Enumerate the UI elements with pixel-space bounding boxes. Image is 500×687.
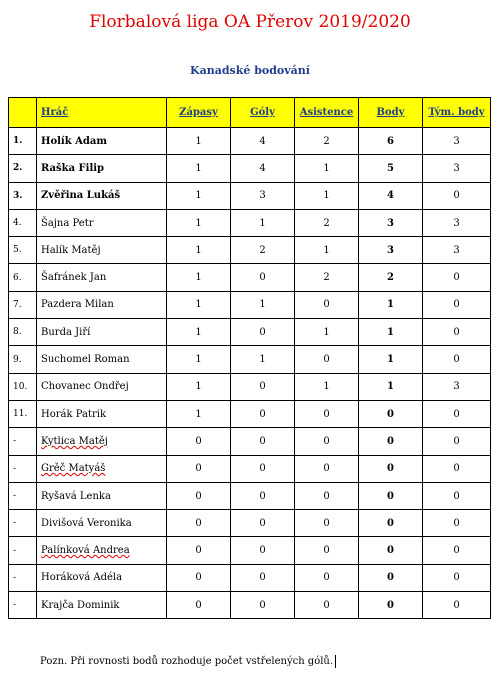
table-row bbox=[9, 400, 491, 427]
row-games: 1 bbox=[167, 291, 231, 318]
row-points: 1 bbox=[359, 346, 423, 373]
row-goals: 0 bbox=[231, 482, 295, 509]
row-team-points: 0 bbox=[423, 592, 491, 619]
row-points: 1 bbox=[359, 373, 423, 400]
header-team-points: Tým. body bbox=[423, 98, 491, 128]
standings-table bbox=[8, 97, 491, 619]
row-team-points: 0 bbox=[423, 182, 491, 209]
row-rank: 7. bbox=[9, 291, 37, 318]
row-team-points: 0 bbox=[423, 510, 491, 537]
row-points: 0 bbox=[359, 592, 423, 619]
row-games: 1 bbox=[167, 209, 231, 236]
document-subtitle: Kanadské bodování bbox=[190, 64, 310, 77]
row-games: 1 bbox=[167, 346, 231, 373]
table-row bbox=[9, 237, 491, 264]
row-assists: 0 bbox=[295, 564, 359, 591]
row-player-name: Zvěřina Lukáš bbox=[37, 182, 167, 209]
row-player-name: Halík Matěj bbox=[37, 237, 167, 264]
text-cursor bbox=[335, 655, 336, 668]
table-row bbox=[9, 564, 491, 591]
row-rank: 2. bbox=[9, 155, 37, 182]
row-points: 2 bbox=[359, 264, 423, 291]
row-team-points: 0 bbox=[423, 537, 491, 564]
row-player-name: Horáková Adéla bbox=[37, 564, 167, 591]
row-player-name: Divišová Veronika bbox=[37, 510, 167, 537]
table-row bbox=[9, 209, 491, 236]
row-rank: 6. bbox=[9, 264, 37, 291]
table-row bbox=[9, 128, 491, 155]
row-points: 0 bbox=[359, 400, 423, 427]
row-goals: 1 bbox=[231, 291, 295, 318]
row-player-name: Horák Patrik bbox=[37, 400, 167, 427]
row-rank: 1. bbox=[9, 128, 37, 155]
table-row bbox=[9, 155, 491, 182]
row-points: 1 bbox=[359, 319, 423, 346]
row-goals: 0 bbox=[231, 510, 295, 537]
row-team-points: 0 bbox=[423, 564, 491, 591]
row-team-points: 3 bbox=[423, 209, 491, 236]
row-goals: 4 bbox=[231, 155, 295, 182]
row-points: 1 bbox=[359, 291, 423, 318]
row-assists: 0 bbox=[295, 428, 359, 455]
row-assists: 0 bbox=[295, 537, 359, 564]
row-rank: 5. bbox=[9, 237, 37, 264]
row-player-name: Krajča Dominik bbox=[37, 592, 167, 619]
footnote-text: Pozn. Při rovnosti bodů rozhoduje počet vstřelených gólů. bbox=[40, 656, 334, 667]
row-rank: - bbox=[9, 564, 37, 591]
header-points: Body bbox=[359, 98, 423, 128]
header-assists: Asistence bbox=[295, 98, 359, 128]
row-team-points: 3 bbox=[423, 237, 491, 264]
row-player-name: Suchomel Roman bbox=[37, 346, 167, 373]
row-player-name bbox=[37, 428, 167, 455]
row-games: 1 bbox=[167, 182, 231, 209]
row-points: 5 bbox=[359, 155, 423, 182]
table-header-row bbox=[9, 98, 491, 128]
row-player-name: Raška Filip bbox=[37, 155, 167, 182]
row-assists: 2 bbox=[295, 128, 359, 155]
row-assists: 2 bbox=[295, 264, 359, 291]
table-row bbox=[9, 482, 491, 509]
row-assists: 0 bbox=[295, 291, 359, 318]
row-games: 0 bbox=[167, 564, 231, 591]
table-row bbox=[9, 346, 491, 373]
row-assists: 0 bbox=[295, 346, 359, 373]
row-rank: - bbox=[9, 537, 37, 564]
row-assists: 0 bbox=[295, 482, 359, 509]
row-games: 1 bbox=[167, 319, 231, 346]
table-row bbox=[9, 264, 491, 291]
row-games: 1 bbox=[167, 264, 231, 291]
row-assists: 0 bbox=[295, 455, 359, 482]
row-goals: 2 bbox=[231, 237, 295, 264]
row-assists: 1 bbox=[295, 373, 359, 400]
row-goals: 0 bbox=[231, 428, 295, 455]
row-team-points: 0 bbox=[423, 482, 491, 509]
row-team-points: 0 bbox=[423, 455, 491, 482]
table-row bbox=[9, 510, 491, 537]
header-games: Zápasy bbox=[167, 98, 231, 128]
row-games: 0 bbox=[167, 482, 231, 509]
row-goals: 0 bbox=[231, 455, 295, 482]
row-assists: 1 bbox=[295, 155, 359, 182]
table-row bbox=[9, 455, 491, 482]
row-assists: 2 bbox=[295, 209, 359, 236]
row-rank: 10. bbox=[9, 373, 37, 400]
row-team-points: 0 bbox=[423, 264, 491, 291]
row-assists: 0 bbox=[295, 510, 359, 537]
row-player-name: Burda Jiří bbox=[37, 319, 167, 346]
row-goals: 3 bbox=[231, 182, 295, 209]
row-player-name: Chovanec Ondřej bbox=[37, 373, 167, 400]
footnote[interactable] bbox=[40, 655, 336, 668]
row-points: 0 bbox=[359, 564, 423, 591]
row-rank: - bbox=[9, 455, 37, 482]
row-goals: 1 bbox=[231, 209, 295, 236]
row-team-points: 3 bbox=[423, 128, 491, 155]
row-rank: 11. bbox=[9, 400, 37, 427]
row-team-points: 0 bbox=[423, 400, 491, 427]
row-player-name: Holík Adam bbox=[37, 128, 167, 155]
row-goals: 0 bbox=[231, 373, 295, 400]
row-rank: - bbox=[9, 428, 37, 455]
row-goals: 0 bbox=[231, 592, 295, 619]
row-games: 1 bbox=[167, 400, 231, 427]
row-team-points: 0 bbox=[423, 319, 491, 346]
row-goals: 0 bbox=[231, 564, 295, 591]
table-row bbox=[9, 373, 491, 400]
row-rank: - bbox=[9, 482, 37, 509]
row-assists: 1 bbox=[295, 182, 359, 209]
row-points: 6 bbox=[359, 128, 423, 155]
row-points: 3 bbox=[359, 237, 423, 264]
player-name-text: Kytlica Matěj bbox=[41, 435, 108, 447]
table-row bbox=[9, 182, 491, 209]
row-player-name bbox=[37, 537, 167, 564]
row-rank: 9. bbox=[9, 346, 37, 373]
row-goals: 4 bbox=[231, 128, 295, 155]
row-points: 0 bbox=[359, 482, 423, 509]
row-rank: 8. bbox=[9, 319, 37, 346]
header-player: Hráč bbox=[37, 98, 167, 128]
row-points: 0 bbox=[359, 455, 423, 482]
row-team-points: 3 bbox=[423, 155, 491, 182]
row-points: 0 bbox=[359, 510, 423, 537]
row-games: 0 bbox=[167, 455, 231, 482]
row-rank: - bbox=[9, 510, 37, 537]
table-row bbox=[9, 592, 491, 619]
header-rank bbox=[9, 98, 37, 128]
row-games: 0 bbox=[167, 592, 231, 619]
row-player-name: Šajna Petr bbox=[37, 209, 167, 236]
row-player-name: Šafránek Jan bbox=[37, 264, 167, 291]
table-row bbox=[9, 428, 491, 455]
row-points: 4 bbox=[359, 182, 423, 209]
row-team-points: 0 bbox=[423, 346, 491, 373]
row-assists: 0 bbox=[295, 400, 359, 427]
row-player-name: Pazdera Milan bbox=[37, 291, 167, 318]
row-team-points: 3 bbox=[423, 373, 491, 400]
player-name-text: Palínková Andrea bbox=[41, 545, 130, 557]
row-assists: 1 bbox=[295, 237, 359, 264]
table-row bbox=[9, 291, 491, 318]
row-games: 0 bbox=[167, 537, 231, 564]
row-games: 1 bbox=[167, 373, 231, 400]
row-games: 0 bbox=[167, 428, 231, 455]
row-assists: 0 bbox=[295, 592, 359, 619]
row-games: 1 bbox=[167, 155, 231, 182]
row-games: 1 bbox=[167, 128, 231, 155]
row-team-points: 0 bbox=[423, 428, 491, 455]
row-games: 1 bbox=[167, 237, 231, 264]
row-points: 0 bbox=[359, 428, 423, 455]
row-points: 0 bbox=[359, 537, 423, 564]
table-row bbox=[9, 537, 491, 564]
row-games: 0 bbox=[167, 510, 231, 537]
table-row bbox=[9, 319, 491, 346]
row-player-name bbox=[37, 455, 167, 482]
row-rank: - bbox=[9, 592, 37, 619]
row-goals: 0 bbox=[231, 319, 295, 346]
row-team-points: 0 bbox=[423, 291, 491, 318]
row-goals: 0 bbox=[231, 264, 295, 291]
row-rank: 3. bbox=[9, 182, 37, 209]
row-player-name: Ryšavá Lenka bbox=[37, 482, 167, 509]
row-goals: 0 bbox=[231, 537, 295, 564]
row-rank: 4. bbox=[9, 209, 37, 236]
header-goals: Góly bbox=[231, 98, 295, 128]
row-goals: 1 bbox=[231, 346, 295, 373]
document-title: Florbalová liga OA Přerov 2019/2020 bbox=[89, 12, 411, 32]
player-name-text: Grěč Matyáš bbox=[41, 463, 106, 475]
row-goals: 0 bbox=[231, 400, 295, 427]
row-assists: 1 bbox=[295, 319, 359, 346]
row-points: 3 bbox=[359, 209, 423, 236]
